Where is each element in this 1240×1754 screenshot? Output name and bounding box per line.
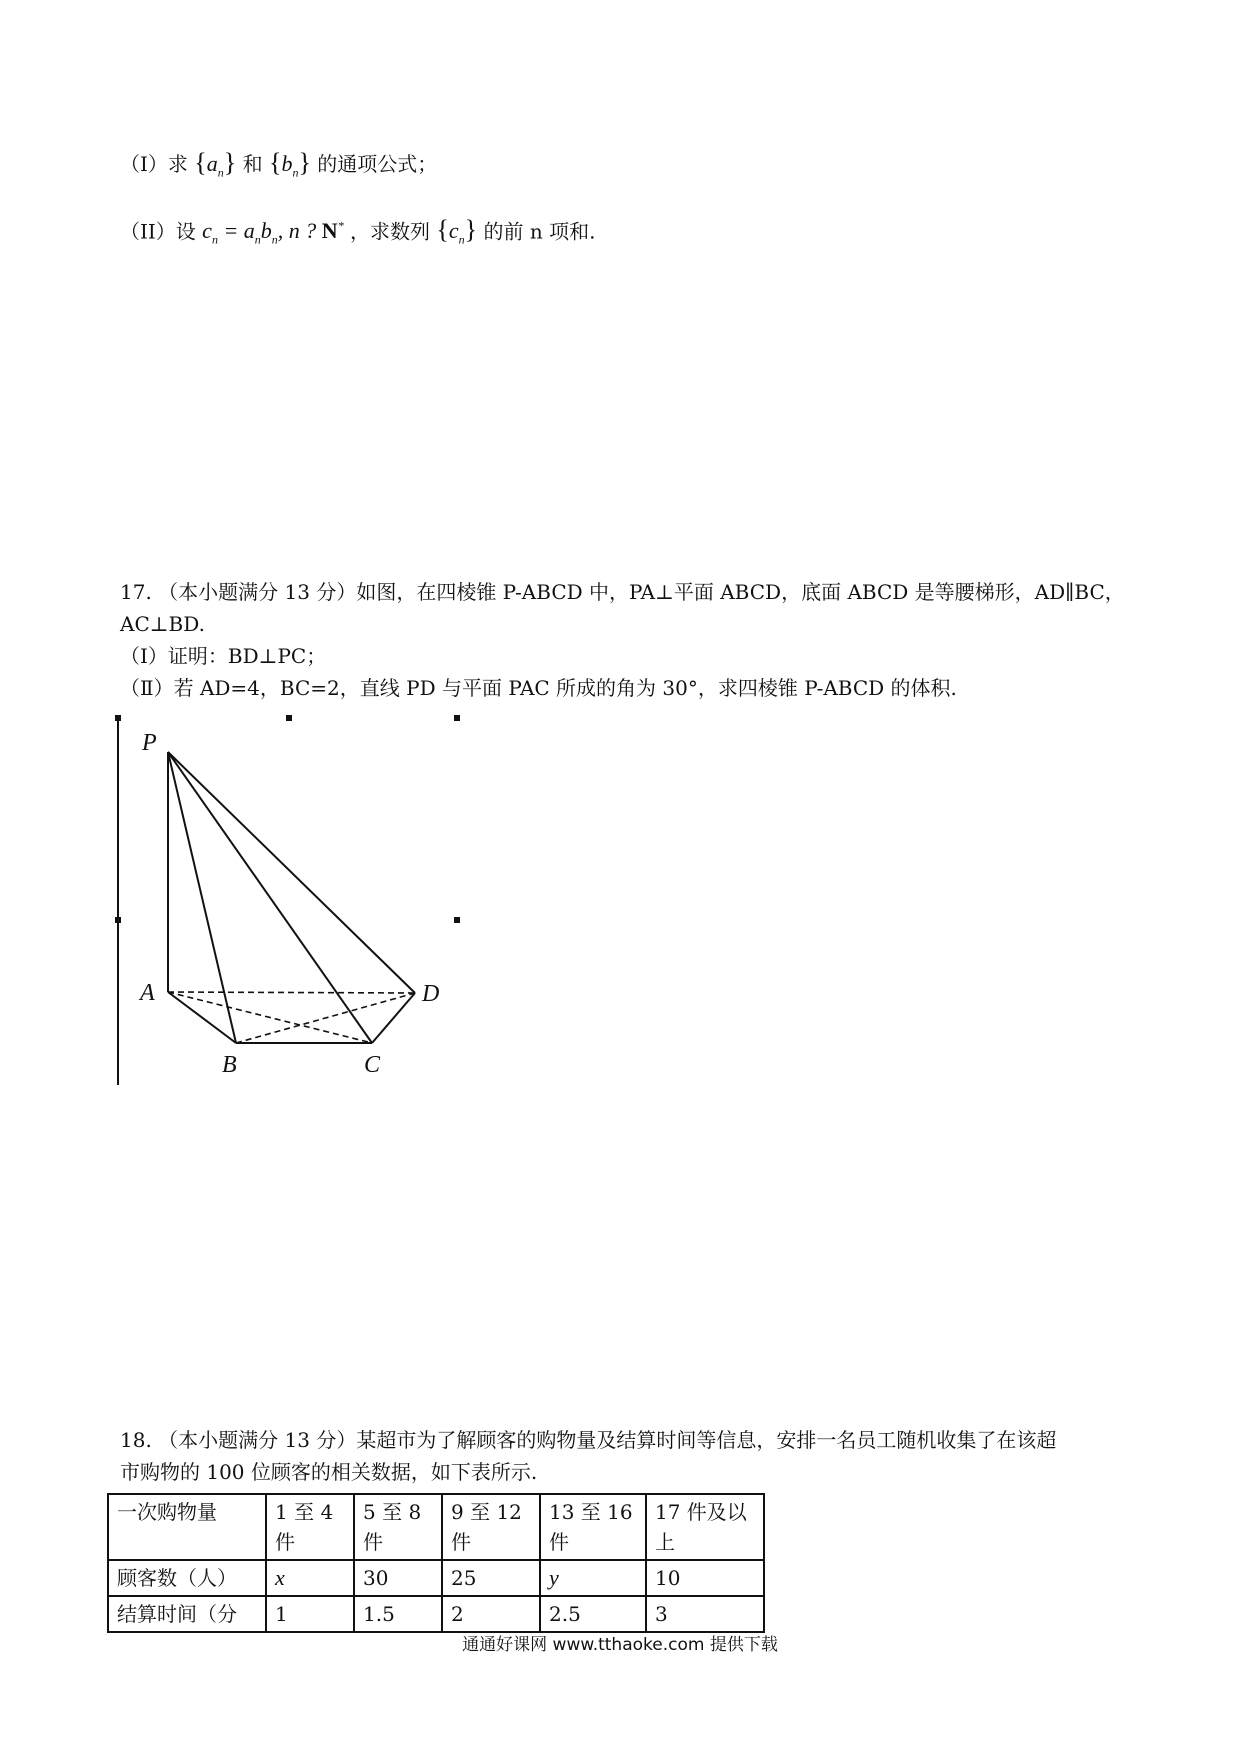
table-cell: 1 至 4 件: [266, 1494, 354, 1560]
frame-handle: [115, 917, 121, 923]
q16-part1-mid: 和: [242, 152, 263, 176]
table-cell: 17 件及以上: [646, 1494, 764, 1560]
page-footer: 通通好课网 www.tthaoke.com 提供下载: [462, 1635, 778, 1655]
cn-definition: $c_n = a_nb_n$, n ? N*: [202, 218, 344, 247]
table-cell: x: [266, 1560, 354, 1596]
diagonal-BD: [236, 993, 415, 1043]
q16-part2-suffix2: 的前 n 项和.: [483, 219, 596, 244]
seq-a-formula: $\{a_n\}$: [194, 148, 237, 180]
pyramid-figure: [112, 705, 472, 1095]
q17-part2: （Ⅱ）若 AD=4，BC=2，直线 PD 与平面 PAC 所成的角为 30°，求四棱锥 P-ABCD 的体积.: [120, 676, 957, 700]
table-cell: 一次购物量: [108, 1494, 266, 1560]
table-cell: 1.5: [354, 1596, 442, 1632]
table-header-row: [108, 1494, 764, 1560]
table-cell: 10: [646, 1560, 764, 1596]
table-cell: 顾客数（人）: [108, 1560, 266, 1596]
purchase-table: [107, 1493, 765, 1633]
vertex-label-B: B: [222, 1052, 237, 1078]
q17-line1: 17. （本小题满分 13 分）如图，在四棱锥 P-ABCD 中，PA⊥平面 ABCD，底面 ABCD 是等腰梯形，AD∥BC，: [120, 580, 1125, 604]
frame-handle: [115, 715, 121, 721]
edge-PD: [168, 752, 415, 993]
q18-text: [120, 1424, 1130, 1488]
table-row: [108, 1560, 764, 1596]
table-cell: 25: [442, 1560, 540, 1596]
q16-part2-suffix1: ，求数列: [350, 219, 431, 244]
vertex-label-P: P: [142, 730, 157, 756]
q16-part1-suffix: 的通项公式；: [317, 152, 438, 176]
edge-AD: [168, 992, 415, 993]
table-cell: 2: [442, 1596, 540, 1632]
seq-b-formula: $\{b_n\}$: [268, 148, 311, 180]
vertex-label-D: D: [422, 981, 440, 1007]
vertex-label-A: A: [140, 980, 155, 1006]
table-row: [108, 1596, 764, 1632]
table-cell: y: [540, 1560, 646, 1596]
table-cell: 1: [266, 1596, 354, 1632]
edge-CD: [372, 993, 415, 1043]
table-cell: 13 至 16 件: [540, 1494, 646, 1560]
vertex-label-C: C: [364, 1052, 381, 1078]
q18-line1: 18. （本小题满分 13 分）某超市为了解顾客的购物量及结算时间等信息，安排一名员工随机收集了在该超: [120, 1428, 1057, 1452]
q17-part1: （Ⅰ）证明：BD⊥PC；: [120, 644, 327, 668]
q17-text: [120, 576, 1130, 704]
q16-part1-prefix: （I）求: [120, 152, 188, 176]
table-cell: 结算时间（分: [108, 1596, 266, 1632]
frame-handle: [286, 715, 292, 721]
q16-part2: [120, 213, 595, 253]
frame-handle: [454, 715, 460, 721]
table-cell: 30: [354, 1560, 442, 1596]
seq-c-formula: $\{c_n\}$: [436, 215, 478, 247]
q18-line2: 市购物的 100 位顾客的相关数据，如下表所示.: [120, 1460, 538, 1484]
q16-part2-prefix: （II）设: [120, 219, 196, 244]
frame-handle: [454, 917, 460, 923]
table-cell: 9 至 12 件: [442, 1494, 540, 1560]
table-cell: 2.5: [540, 1596, 646, 1632]
table-cell: 5 至 8 件: [354, 1494, 442, 1560]
table-cell: 3: [646, 1596, 764, 1632]
q16-part1: [120, 150, 437, 185]
q17-line2: AC⊥BD.: [120, 612, 205, 636]
